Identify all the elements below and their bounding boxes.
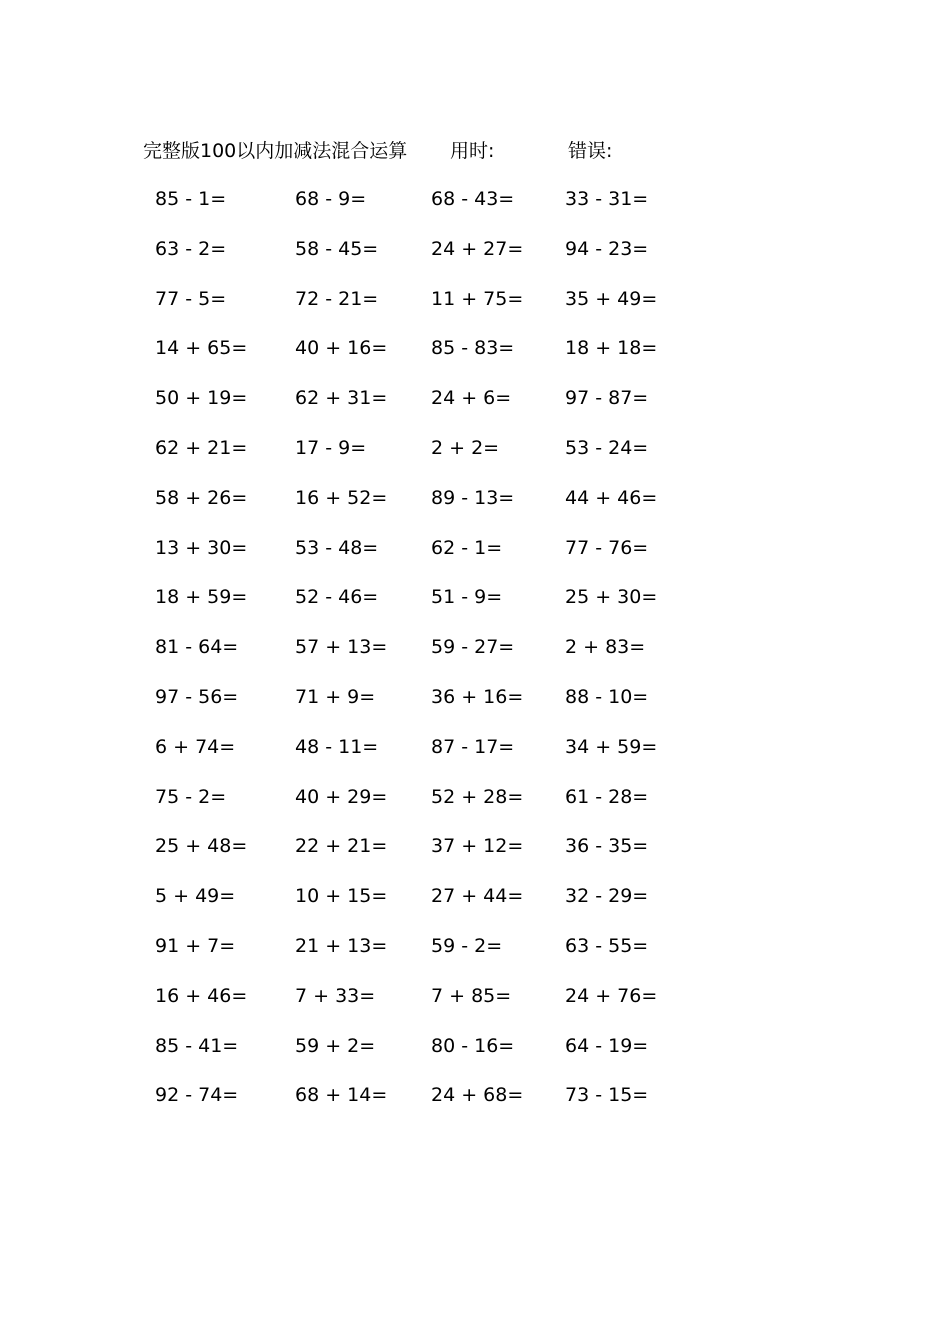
math-problem: 48 - 11= <box>295 735 379 758</box>
math-problem: 40 + 16= <box>295 337 388 360</box>
math-problem: 53 - 24= <box>565 436 649 459</box>
math-problem: 91 + 7= <box>155 934 236 957</box>
problem-row <box>143 831 703 881</box>
math-problem: 68 - 43= <box>431 188 515 210</box>
math-problem: 62 + 21= <box>155 436 248 459</box>
math-problem: 73 - 15= <box>565 1084 649 1107</box>
math-problem: 85 - 83= <box>431 337 515 360</box>
math-problem: 18 + 18= <box>565 337 658 360</box>
problem-row <box>143 1080 703 1130</box>
math-problem: 58 + 26= <box>155 486 248 509</box>
time-used-label: 用时: <box>450 140 495 162</box>
math-problem: 62 - 1= <box>431 536 503 559</box>
math-problem: 85 - 41= <box>155 1034 239 1057</box>
math-problem: 59 + 2= <box>295 1034 376 1057</box>
math-problem: 52 - 46= <box>295 586 379 609</box>
math-problem: 52 + 28= <box>431 785 524 808</box>
math-problem: 40 + 29= <box>295 785 388 808</box>
math-problem: 71 + 9= <box>295 685 376 708</box>
math-problem: 36 + 16= <box>431 685 524 708</box>
math-problem: 27 + 44= <box>431 885 524 908</box>
math-problem: 25 + 30= <box>565 586 658 609</box>
math-problem: 72 - 21= <box>295 287 379 310</box>
math-problem: 21 + 13= <box>295 934 388 957</box>
problem-row <box>143 931 703 981</box>
math-problem: 97 - 87= <box>565 387 649 410</box>
math-problem: 61 - 28= <box>565 785 649 808</box>
math-problem: 24 + 6= <box>431 387 512 410</box>
worksheet-title: 完整版100以内加减法混合运算 <box>143 140 408 162</box>
math-problem: 68 - 9= <box>295 188 367 210</box>
errors-label: 错误: <box>568 140 613 162</box>
math-problem: 2 + 2= <box>431 436 500 459</box>
math-problem: 24 + 76= <box>565 984 658 1007</box>
math-problem: 63 - 55= <box>565 934 649 957</box>
math-problem: 44 + 46= <box>565 486 658 509</box>
math-problem: 13 + 30= <box>155 536 248 559</box>
math-problem: 35 + 49= <box>565 287 658 310</box>
problem-row <box>143 383 703 433</box>
math-problem: 16 + 52= <box>295 486 388 509</box>
math-problem: 51 - 9= <box>431 586 503 609</box>
math-problem: 14 + 65= <box>155 337 248 360</box>
math-problem: 92 - 74= <box>155 1084 239 1107</box>
math-problem: 17 - 9= <box>295 436 367 459</box>
math-problem: 16 + 46= <box>155 984 248 1007</box>
math-problem: 7 + 33= <box>295 984 376 1007</box>
problem-row <box>143 433 703 483</box>
math-problem: 64 - 19= <box>565 1034 649 1057</box>
math-problem: 33 - 31= <box>565 188 649 210</box>
math-problem: 10 + 15= <box>295 885 388 908</box>
math-problem: 87 - 17= <box>431 735 515 758</box>
problem-row <box>143 632 703 682</box>
math-problem: 32 - 29= <box>565 885 649 908</box>
math-problem: 80 - 16= <box>431 1034 515 1057</box>
math-problem: 63 - 2= <box>155 237 227 260</box>
problem-row <box>143 881 703 931</box>
problem-row <box>143 533 703 583</box>
problem-row <box>143 483 703 533</box>
math-problem: 36 - 35= <box>565 835 649 858</box>
math-problem: 24 + 27= <box>431 237 524 260</box>
math-problem: 37 + 12= <box>431 835 524 858</box>
math-problem: 88 - 10= <box>565 685 649 708</box>
math-problem: 50 + 19= <box>155 387 248 410</box>
problem-row <box>143 732 703 782</box>
math-problem: 18 + 59= <box>155 586 248 609</box>
problem-row <box>143 682 703 732</box>
math-problem: 77 - 76= <box>565 536 649 559</box>
math-problem: 25 + 48= <box>155 835 248 858</box>
problem-row <box>143 981 703 1031</box>
math-problem: 75 - 2= <box>155 785 227 808</box>
math-problem: 5 + 49= <box>155 885 236 908</box>
problem-row <box>143 184 703 234</box>
math-problem: 97 - 56= <box>155 685 239 708</box>
math-problem: 77 - 5= <box>155 287 227 310</box>
problem-row <box>143 1031 703 1081</box>
math-problem: 34 + 59= <box>565 735 658 758</box>
problem-grid <box>143 184 703 1130</box>
math-problem: 68 + 14= <box>295 1084 388 1107</box>
problem-row <box>143 782 703 832</box>
math-problem: 85 - 1= <box>155 188 227 210</box>
math-problem: 7 + 85= <box>431 984 512 1007</box>
problem-row <box>143 333 703 383</box>
math-problem: 89 - 13= <box>431 486 515 509</box>
math-problem: 11 + 75= <box>431 287 524 310</box>
math-problem: 94 - 23= <box>565 237 649 260</box>
problem-row <box>143 284 703 334</box>
math-problem: 59 - 27= <box>431 636 515 659</box>
math-problem: 81 - 64= <box>155 636 239 659</box>
math-problem: 53 - 48= <box>295 536 379 559</box>
math-problem: 59 - 2= <box>431 934 503 957</box>
math-problem: 57 + 13= <box>295 636 388 659</box>
problem-row <box>143 582 703 632</box>
math-problem: 24 + 68= <box>431 1084 524 1107</box>
math-problem: 2 + 83= <box>565 636 646 659</box>
math-problem: 58 - 45= <box>295 237 379 260</box>
math-problem: 62 + 31= <box>295 387 388 410</box>
problem-row <box>143 234 703 284</box>
math-problem: 22 + 21= <box>295 835 388 858</box>
math-problem: 6 + 74= <box>155 735 236 758</box>
